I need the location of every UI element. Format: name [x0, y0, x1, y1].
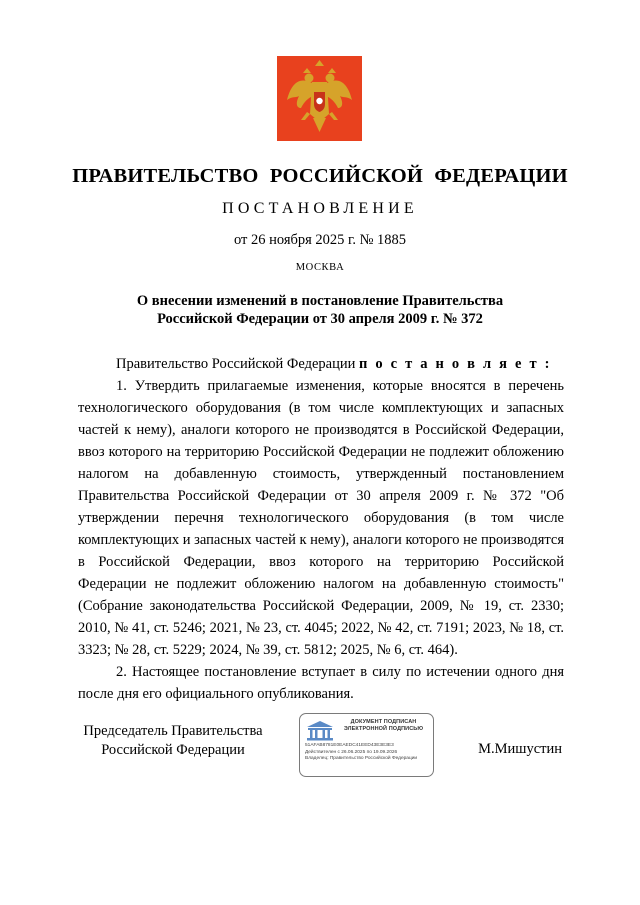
position-line: Председатель Правительства	[83, 723, 263, 739]
document-body	[78, 353, 564, 705]
resolves-word: п о с т а н о в л я е т :	[358, 356, 552, 372]
stamp-header-line: ДОКУМЕНТ ПОДПИСАН	[350, 719, 417, 725]
signatory-name: М.Мишустин	[478, 741, 562, 757]
document-city: МОСКВА	[295, 262, 345, 273]
electronic-signature-stamp	[299, 713, 434, 777]
document-type: ПОСТАНОВЛЕНИЕ	[222, 200, 418, 217]
intro-text: Правительство Российской Федерации	[116, 356, 359, 372]
intro-paragraph	[78, 353, 564, 375]
validity-period: Действителен с 26.06.2025 по 19.09.2026	[305, 750, 398, 755]
organization-name: ПРАВИТЕЛЬСТВО РОССИЙСКОЙ ФЕДЕРАЦИИ	[72, 165, 568, 187]
paragraph-1: 1. Утвердить прилагаемые изменения, которые вносятся в перечень технологического оборудования (в том числе комплектующих и запасных частей к нему), аналоги которого не производятся в Российской Федерации, ввоз которого на территорию Российской Федерации не подлежит обложению налогом на добавленную стоимость, утвержденный постановлением Правительства Российской Федерации от 30 апреля 2009 г. № 372 "Об утверждении перечня технологического оборудования (в том числе комплектующих и запасных частей к нему), аналоги которого не производятся в Российской Федерации, ввоз которого на территорию Российской Федерации не подлежит обложению налогом на добавленную стоимость" (Собрание законодательства Российской Федерации, 2009, № 19, ст. 2330; 2010, № 41, ст. 5246; 2021, № 23, ст. 4045; 2022, № 42, ст. 7191; 2023, № 18, ст. 3323; № 28, ст. 5229; 2024, № 39, ст. 5812; 2025, № 6, ст. 464).	[78, 378, 564, 658]
position-line: Российской Федерации	[101, 742, 245, 758]
paragraph-2: 2. Настоящее постановление вступает в силу по истечении одного дня после дня его официального опубликования.	[78, 664, 564, 702]
title-line: Российской Федерации от 30 апреля 2009 г. № 372	[157, 311, 483, 327]
certificate-owner: Владелец: Правительство Российской Федерации	[305, 756, 418, 762]
certificate-number: 51AFAB8781E0EAEDC41EED43E3E3E3	[305, 743, 394, 748]
document-date-number: от 26 ноября 2025 г. № 1885	[233, 232, 407, 248]
coat-of-arms-icon	[277, 56, 362, 141]
signatory-position	[78, 722, 268, 760]
stamp-header	[336, 719, 431, 733]
certificate-details	[305, 750, 431, 762]
document-title	[80, 292, 560, 328]
title-line: О внесении изменений в постановление Правительства	[136, 293, 504, 309]
stamp-header-line: ЭЛЕКТРОННОЙ ПОДПИСЬЮ	[343, 726, 424, 732]
government-building-icon	[305, 719, 335, 741]
